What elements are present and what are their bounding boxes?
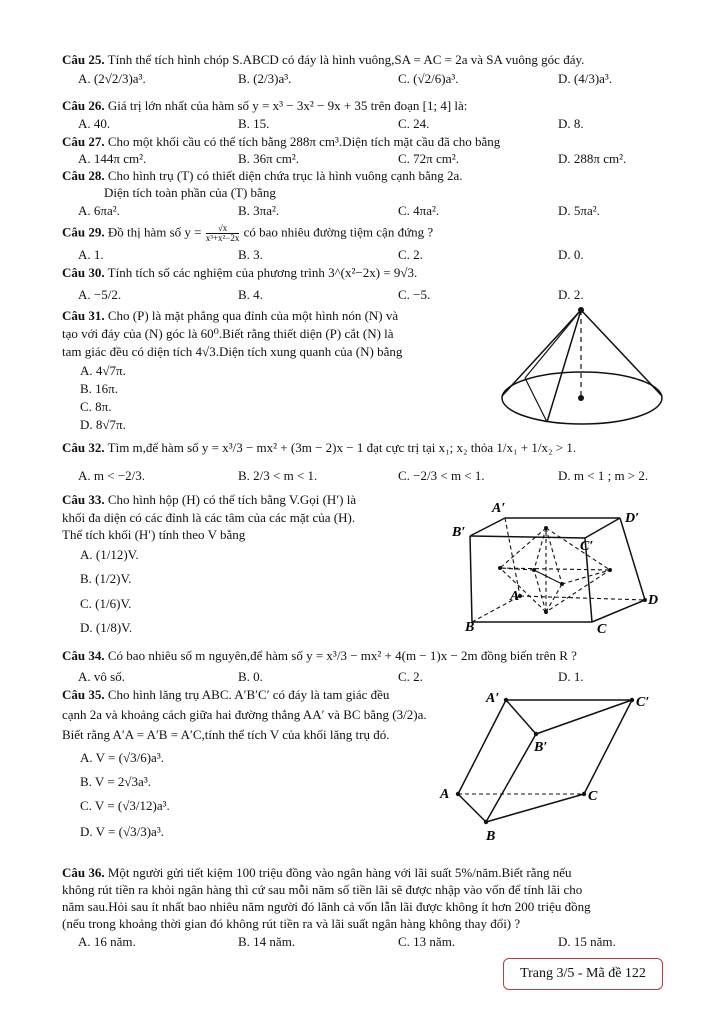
option-b[interactable]: B. 14 năm. [238,934,296,949]
option-c[interactable]: C. 4πa². [398,203,440,218]
cone-edge-right [581,310,662,396]
option-d[interactable]: D. (4/3)a³. [558,71,613,86]
option-b[interactable]: B. 4. [238,287,263,302]
option-c[interactable]: C. V = (√3/12)a³. [80,798,170,813]
question-line: Cho (P) là mặt phẳng qua đỉnh của một hình nón (N) và [107,308,399,323]
question-29 [62,224,660,243]
label-b: B [465,620,475,635]
question-text: Giá trị lớn nhất của hàm số y = x³ − 3x² − 9x + 35 trên đoạn [1; 4] là: [107,98,468,113]
option-a[interactable]: A. 6πa². [78,203,120,218]
fraction [206,224,240,243]
section-edge [547,310,581,422]
question-33 [62,492,442,508]
option-a[interactable]: A. m < −2/3. [78,468,146,483]
options-34 [78,669,668,685]
question-text: Tìm m,để hàm số y = x³/3 − mx² + (3m − 2)x − 1 đạt cực trị tại x₁; x₂ thỏa 1/x₁ + 1/x₂ > 1. [107,440,577,455]
label-a-prime: A′ [486,691,500,706]
label-c-prime: C′ [580,539,594,554]
option-b[interactable]: B. 0. [238,669,263,684]
options-25 [78,71,668,87]
option-b[interactable]: B. 3πa². [238,203,280,218]
question-line: năm sau.Hỏi sau ít nhất bao nhiêu năm người đó lãnh cả vốn lẫn lãi được không ít hơn 200 triệu đồng [62,899,591,914]
option-b[interactable]: B. (1/2)V. [80,571,132,586]
options-26 [78,116,668,132]
center-point [578,395,584,401]
option-a[interactable]: A. 144π cm². [78,151,147,166]
cone-figure [495,300,670,430]
option-d[interactable]: D. 5πa². [558,203,600,218]
question-28-line2: Diện tích toàn phần của (T) bằng [104,185,276,200]
option-d[interactable]: D. 288π cm². [558,151,627,166]
option-a[interactable]: A. vô số. [78,669,125,684]
option-d[interactable]: D. 1. [558,669,584,684]
question-number: Câu 36. [62,865,105,880]
question-line: Cho hình lăng trụ ABC. A′B′C′ có đáy là tam giác đều [107,687,390,702]
option-c[interactable]: C. 2. [398,669,423,684]
label-d-prime: D′ [625,511,640,526]
label-a: A [510,589,520,604]
option-c[interactable]: C. 24. [398,116,430,131]
question-number: Câu 30. [62,265,105,280]
option-c[interactable]: C. (√2/6)a³. [398,71,459,86]
question-35 [62,687,442,703]
question-line: Biết rằng A′A = A′B = A′C,tính thể tích V của khối lăng trụ đó. [62,727,390,742]
options-29 [78,247,668,263]
question-27 [62,134,660,150]
option-a[interactable]: A. −5/2. [78,287,122,302]
question-number: Câu 25. [62,52,105,67]
label-c: C [588,789,598,804]
question-line: không rút tiền ra khỏi ngân hàng thì cứ sau mỗi năm số tiền lãi sẽ được nhập vào vốn để tính lãi cho [62,882,583,897]
option-b[interactable]: B. (2/3)a³. [238,71,292,86]
question-line: cạnh 2a và khoảng cách giữa hai đường thẳng AA′ và BC bằng (3/2)a. [62,707,427,722]
question-line: (nếu trong khoảng thời gian đó không rút tiền ra và lãi suất ngân hàng không thay đổi) ? [62,916,521,931]
question-text-before: Đồ thị hàm số y = [107,224,202,240]
options-36 [78,934,668,950]
label-a-prime: A′ [492,501,506,516]
question-text-after: có bao nhiêu đường tiệm cận đứng ? [243,224,434,240]
section-chord [525,378,547,422]
question-text: Cho một khối cầu có thể tích bằng 288π cm³.Diện tích mặt cầu đã cho bằng [107,134,501,149]
cone-edge-left [502,310,581,396]
question-text: Cho hình trụ (T) có thiết diện chứa trục là hình vuông cạnh bằng 2a. [107,168,463,183]
option-c[interactable]: C. 8π. [80,399,112,414]
option-a[interactable]: A. 40. [78,116,111,131]
option-d[interactable]: D. 8. [558,116,584,131]
question-26 [62,98,660,114]
option-d[interactable]: D. V = (√3/3)a³. [80,824,164,839]
prism-figure [440,688,665,843]
option-b[interactable]: B. 3. [238,247,263,262]
option-c[interactable]: C. (1/6)V. [80,596,132,611]
label-c-prime: C′ [636,695,650,710]
option-a[interactable]: A. 16 năm. [78,934,136,949]
question-line: khối đa diện có các đỉnh là các tâm của các mặt của (H). [62,510,356,525]
question-34 [62,648,660,664]
option-a[interactable]: A. 4√7π. [80,363,126,378]
label-b-prime: B′ [534,740,548,755]
question-text: Tính thể tích hình chóp S.ABCD có đáy là hình vuông,SA = AC = 2a và SA vuông góc đáy. [107,52,585,67]
question-number: Câu 28. [62,168,105,183]
question-28 [62,168,660,184]
question-text: Tính tích số các nghiệm của phương trình 3^(x²−2x) = 9√3. [107,265,418,280]
fraction-numerator: √x [217,223,228,233]
option-d[interactable]: D. m < 1 ; m > 2. [558,468,649,483]
option-a[interactable]: A. 1. [78,247,104,262]
question-number: Câu 31. [62,308,105,323]
label-d: D [648,593,659,608]
option-b[interactable]: B. 36π cm². [238,151,300,166]
option-b[interactable]: B. 15. [238,116,270,131]
question-30 [62,265,660,281]
question-32 [62,440,660,456]
parallelepiped-figure [450,500,665,640]
question-line: Thể tích khối (H′) tính theo V bằng [62,527,246,542]
option-b[interactable]: B. 16π. [80,381,118,396]
option-d[interactable]: D. 2. [558,287,584,302]
question-number: Câu 26. [62,98,105,113]
question-line: Một người gửi tiết kiệm 100 triệu đồng vào ngân hàng với lãi suất 5%/năm.Biết rằng nếu [107,865,572,880]
question-number: Câu 34. [62,648,105,663]
option-a[interactable]: A. (2√2/3)a³. [78,71,146,86]
option-d[interactable]: D. 15 năm. [558,934,616,949]
question-number: Câu 27. [62,134,105,149]
option-d[interactable]: D. 8√7π. [80,417,126,432]
question-31 [62,308,462,324]
question-number: Câu 33. [62,492,105,507]
label-c: C [597,622,607,637]
question-line: Cho hình hộp (H) có thể tích bằng V.Gọi (H′) là [107,492,357,507]
option-a[interactable]: A. (1/12)V. [80,547,139,562]
options-27 [78,151,668,167]
apex-point [578,307,584,313]
option-c[interactable]: C. −2/3 < m < 1. [398,468,485,483]
label-b-prime: B′ [452,525,466,540]
page-footer: Trang 3/5 - Mã đề 122 [503,958,663,990]
label-b: B [486,829,496,844]
option-c[interactable]: C. −5. [398,287,431,302]
option-d[interactable]: D. (1/8)V. [80,620,133,635]
question-line: tam giác đều có diện tích 4√3.Diện tích xung quanh của (N) bằng [62,344,403,359]
question-number: Câu 29. [62,224,105,240]
option-c[interactable]: C. 72π cm². [398,151,460,166]
question-line: tạo với đáy của (N) góc là 60⁰.Biết rằng thiết diện (P) cắt (N) là [62,326,394,341]
option-d[interactable]: D. 0. [558,247,584,262]
label-a: A [440,787,450,802]
options-28 [78,203,668,219]
question-36 [62,865,660,881]
question-25 [62,52,660,68]
section-edge [525,310,581,378]
option-c[interactable]: C. 2. [398,247,423,262]
option-b[interactable]: B. 2/3 < m < 1. [238,468,318,483]
question-number: Câu 32. [62,440,105,455]
option-b[interactable]: B. V = 2√3a³. [80,774,151,789]
option-c[interactable]: C. 13 năm. [398,934,456,949]
fraction-denominator: x³+x²−2x [205,233,240,243]
option-a[interactable]: A. V = (√3/6)a³. [80,750,164,765]
question-text: Có bao nhiêu số m nguyên,để hàm số y = x³/3 − mx² + 4(m − 1)x − 2m đồng biến trên R ? [107,648,577,663]
options-32 [78,468,668,484]
question-number: Câu 35. [62,687,105,702]
